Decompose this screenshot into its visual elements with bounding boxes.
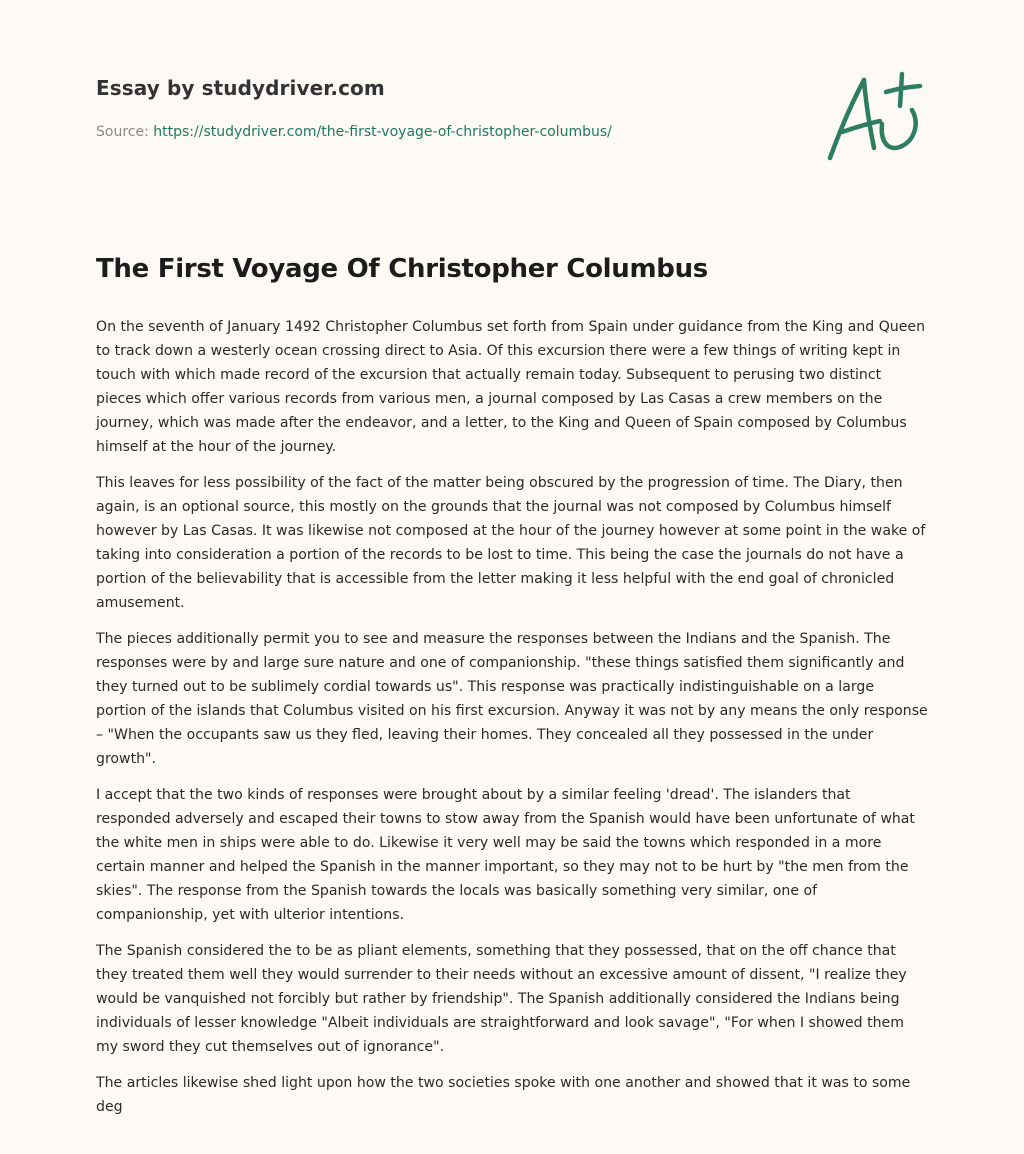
source-link[interactable]: https://studydriver.com/the-first-voyage-of-christopher-columbus/ — [153, 124, 612, 140]
source-label: Source: — [96, 124, 149, 140]
essay-paragraph: The Spanish considered the to be as pliant elements, something that they possessed, that on the off chance that they treated them well they would surrender to their needs without an excessive amount of dissent, "I realize they would be vanquished not forcibly but rather by friendship". The Spanish additionally considered the Indians being individuals of lesser knowledge "Albeit individuals are straightforward and look savage", "For when I showed them my sword they cut themselves out of ignorance". — [96, 943, 907, 1055]
essay-paragraph: On the seventh of January 1492 Christopher Columbus set forth from Spain under guidance from the King and Queen to track down a westerly ocean crossing direct to Asia. Of this excursion there were a few things of writing kept in touch with which made record of the excursion that actually remain today. Subsequent to perusing two distinct pieces which offer various records from various men, a journal composed by Las Casas a crew members on the journey, which was made after the endeavor, and a letter, to the King and Queen of Spain composed by Columbus himself at the hour of the journey. — [96, 319, 926, 455]
essay-paragraph: The pieces additionally permit you to see and measure the responses between the Indians and the Spanish. The responses were by and large sure nature and one of companionship. "these things satisfied them significantly and they turned out to be sublimely cordial towards us". This response was practically indistinguishable on a large portion of the islands that Columbus visited on his first excursion. Anyway it was not by any means the only response – "When the occupants saw us they fled, leaving their homes. They concealed all they possessed in the under growth". — [96, 631, 928, 767]
essay-paragraph: The articles likewise shed light upon how the two societies spoke with one another and showed that it was to some deg — [96, 1075, 911, 1115]
essay-paragraph: I accept that the two kinds of responses were brought about by a similar feeling 'dread'. The islanders that responded adversely and escaped their towns to stow away from the Spanish would have been unfortunate of what the white men in ships were able to do. Likewise it very well may be said the towns which responded in a more certain manner and helped the Spanish in the manner important, so they may not to be hurt by "the men from the skies". The response from the Spanish towards the locals was basically something very similar, one of companionship, yet with ulterior intentions. — [96, 787, 915, 923]
source-line — [96, 124, 612, 140]
a-plus-logo-icon — [820, 66, 930, 166]
essay-paragraph: This leaves for less possibility of the fact of the matter being obscured by the progression of time. The Diary, then again, is an optional source, this mostly on the grounds that the journal was not composed by Columbus himself however by Las Casas. It was likewise not composed at the hour of the journey however at some point in the wake of taking into consideration a portion of the records to be lost to time. This being the case the journals do not have a portion of the believability that is accessible from the letter making it less helpful with the end goal of chronicled amusement. — [96, 475, 926, 611]
site-brand-heading: Essay by studydriver.com — [96, 76, 385, 100]
essay-title: The First Voyage Of Christopher Columbus — [96, 254, 708, 284]
essay-body — [96, 315, 928, 1131]
